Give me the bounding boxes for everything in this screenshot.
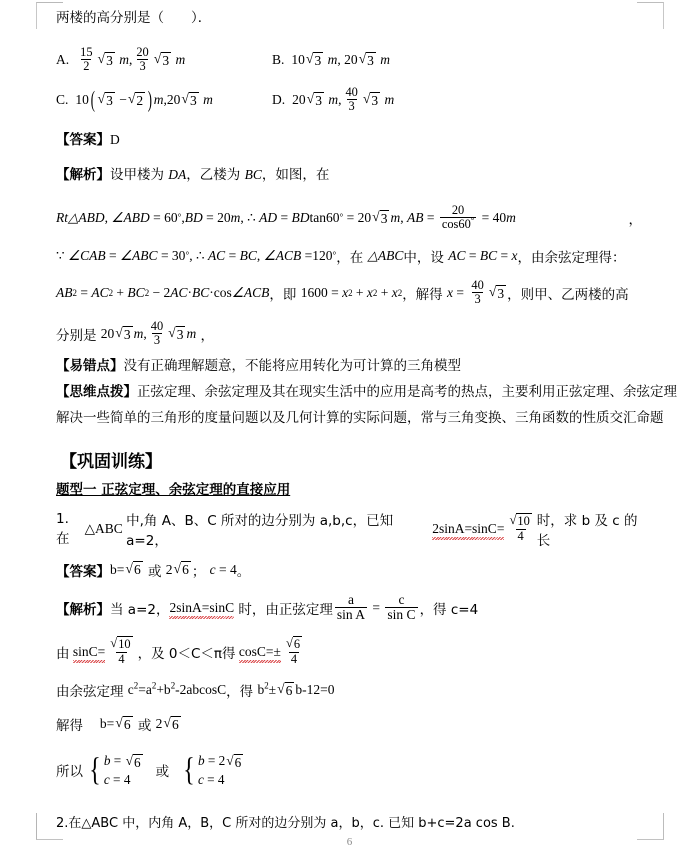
q1-frac2-num: c <box>398 592 405 608</box>
tips-line-2: 解决一些简单的三角形的度量问题以及几何计算的实际问题，常与三角变换、三角函数的性质交汇命题 <box>56 410 664 427</box>
spacer <box>56 266 646 280</box>
question-stem: 两楼的高分别是（ ）． <box>56 10 212 26</box>
analysis-line-3: AB 2 = AC 2 + BC 2 − 2 AC · BC · cos ∠ACB ，即 1600 = x 2 + x 2 + x 2 ，解得 x = $\frac{40}{3}$ √ 3 ，则甲、乙两楼的高 <box>56 278 629 307</box>
option-d-label: D. <box>272 92 286 108</box>
q1-sinc-term: sinC= <box>72 643 106 659</box>
spacer <box>56 623 646 637</box>
tips-tag: 【思维点拨】 <box>56 384 137 401</box>
spacer <box>56 700 646 714</box>
option-b-label: B. <box>272 52 285 68</box>
training-heading: 【巩固训练】 <box>60 451 162 472</box>
spacer <box>56 792 646 806</box>
q1-p3-tail: b-12=0 <box>295 682 335 698</box>
q1-analysis-p2-pre: 由 <box>56 645 70 662</box>
analysis-intro-text: 设甲楼为 DA，乙楼为 BC，如图，在 <box>110 166 330 183</box>
q1-spellcheck-term <box>432 521 504 537</box>
answer-value: D <box>110 132 120 148</box>
spacer <box>56 734 646 748</box>
option-a-label: A. <box>56 52 70 68</box>
type-heading: 题型一 正弦定理、余弦定理的直接应用 <box>56 481 291 498</box>
spacer <box>56 348 646 356</box>
analysis-line-4: 分别是 20 √ 3 m , $\frac{40}{3}$ √ 3 m ， <box>56 319 214 348</box>
option-c-math: 10 ( √ 3 − √ 2 ) m , 20 √ 3 m <box>75 87 213 113</box>
options-row-cd <box>56 82 646 118</box>
spacer <box>56 157 646 165</box>
document-content <box>56 8 677 840</box>
answer-line <box>56 130 646 150</box>
option-d-math: 20 √ 3 m , $\frac{40}{3}$ √ 3 m <box>292 85 395 114</box>
spacer <box>56 34 646 42</box>
options-row-ab <box>56 42 646 78</box>
q1-analysis-line-1: 【解析】 当 a=2， 2sinA=sinC 时，由正弦定理 $\frac{a}{\text{sin A}}$ = $\frac{c}{\text{sin C}}$ ，得 c=4 <box>56 592 479 623</box>
q1-analysis-line-2: 由 sinC= √ 10 4 ，及 0＜C＜π得 cosC=± √ 6 4 <box>56 635 301 666</box>
tips-text-1: 正弦定理、余弦定理及其在现实生活中的应用是高考的热点，主要利用正弦定理、余弦定理 <box>137 384 677 401</box>
q1-analysis-spellcheck-term: 2sinA=sinC <box>169 600 235 616</box>
option-a[interactable] <box>56 47 272 74</box>
pitfall-line <box>56 356 646 376</box>
system-2: { b = 2 √ 6 c = 4 <box>183 751 242 788</box>
question-1: 1.在 △ABC 中,角 A、B、C 所对的边分别为 a,b,c，已知 a=2， 2sinA=sinC= √ 10 4 时，求 b 及 c 的长 <box>56 512 646 546</box>
q1-answer-tag: 【答案】 <box>56 563 110 580</box>
page-number: 6 <box>346 836 353 848</box>
option-c-label: C. <box>56 92 69 108</box>
q1-mid: 中,角 A、B、C 所对的边分别为 a,b,c，已知 a=2， <box>126 512 394 549</box>
q1-prefix: 1.在 <box>56 510 70 547</box>
system-or: 或 <box>155 764 170 781</box>
spacer <box>56 122 646 130</box>
answer-tag: 【答案】 <box>56 132 110 149</box>
q1-analysis-p2-mid: ，及 0＜C＜π得 <box>137 645 236 662</box>
q1-frac1-den: sin A <box>336 607 366 623</box>
q1-eq-left: 2sinA=sinC= <box>432 520 505 536</box>
question-2: 2.在△ABC 中，内角 A，B，C 所对的边分别为 a，b，c. 已知 b+c=2a cos B. <box>56 816 515 832</box>
option-d[interactable] <box>272 87 394 114</box>
option-b-math: 10 √ 3 m , 20 √ 3 m <box>291 51 391 68</box>
system-1: { b = √ 6 c = 4 <box>89 751 141 788</box>
analysis-tag: 【解析】 <box>56 166 110 183</box>
analysis-line-2: ∵ ∠CAB = ∠ABC = 30 ° , ∴ AC = BC , ∠ACB =120 ° ，在 △ABC 中，设 AC = BC = x ，由余弦定理得： <box>56 247 626 266</box>
q1-analysis-line-4: 解得 b= √ 6 或 2 √ 6 <box>56 715 179 735</box>
option-b[interactable] <box>272 52 390 69</box>
q1-frac1-num: a <box>347 592 354 608</box>
q1-cosc-term: cosC=± <box>238 643 281 659</box>
analysis-intro-line <box>56 165 646 185</box>
spacer <box>56 232 646 246</box>
spacer <box>56 307 646 321</box>
q1-analysis-p1-tail: ，得 c=4 <box>419 602 479 619</box>
analysis-eq1-trailing-comma: ， <box>628 212 642 229</box>
q1-p5-pre: 所以 <box>56 764 83 781</box>
analysis-equation-1: Rt △ABD , ∠ABD = 60 ° , BD = 20 m , ∴ AD = BD tan 60 ° = 20 √ 3 m , AB = $\frac{20}{\cos 60^\circ}$ = 40 m ， <box>56 205 646 232</box>
q1-analysis-line-3: 由余弦定理 $c^2=a^2+b^2-2abcosC$ ，得 $b^2\pm$ √ 6 b-12=0 <box>56 680 335 701</box>
q1-analysis-line-5 <box>56 748 646 792</box>
spacer <box>56 806 646 814</box>
q1-frac2-den: sin C <box>387 607 416 623</box>
q1-tail: 时，求 b 及 c 的长 <box>536 512 638 549</box>
pitfall-tag: 【易错点】 <box>56 357 124 374</box>
option-a-math: $\frac{15}{2}$ √ 3 m , $\frac{20}{3}$ √ 3 m <box>80 45 186 74</box>
q1-analysis-tag: 【解析】 <box>56 602 110 619</box>
spacer <box>56 666 646 680</box>
option-c[interactable] <box>56 87 272 113</box>
q1-answer-line: 【答案】 b= √ 6 或 2 √ 6 ； c = 4 。 <box>56 560 251 580</box>
tips-line-1 <box>56 382 677 402</box>
spacer <box>56 191 646 205</box>
pitfall-text: 没有正确理解题意，不能将应用转化为可计算的三角模型 <box>123 357 461 374</box>
